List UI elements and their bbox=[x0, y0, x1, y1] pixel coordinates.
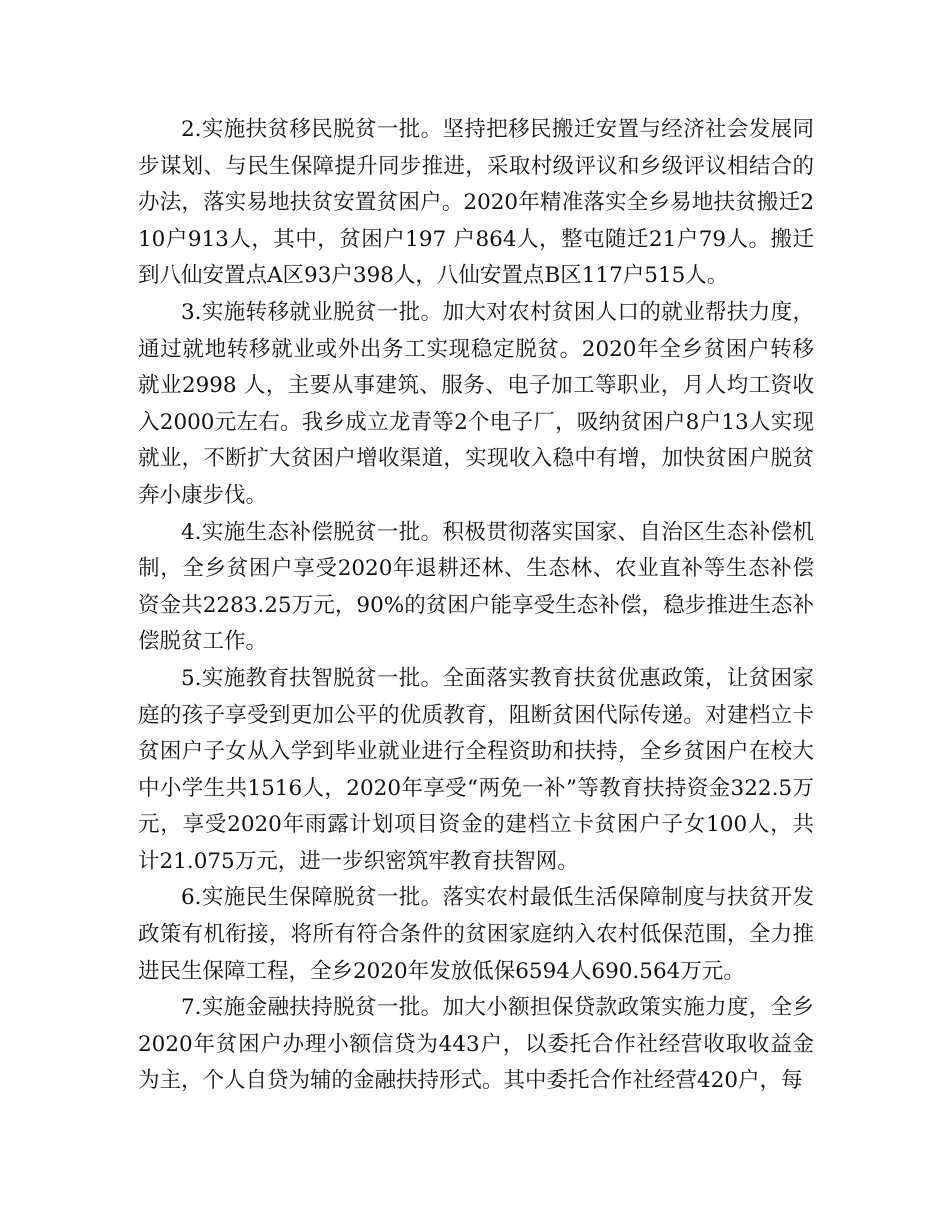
paragraph-financial-support: 7.实施金融扶持脱贫一批。加大小额担保贷款政策实施力度，全乡2020年贫困户办理小额信贷为443户，以委托合作社经营收取收益金为主，个人自贷为辅的金融扶持形式。其中委托合作社经营420户，每 bbox=[138, 995, 814, 1094]
paragraph-ecological-compensation: 4.实施生态补偿脱贫一批。积极贯彻落实国家、自治区生态补偿机制，全乡贫困户享受2020年退耕还林、生态林、农业直补等生态补偿资金共2283.25万元，90%的贫困户能享受生态补偿，稳步推进生态补偿脱贫工作。 bbox=[138, 519, 814, 655]
paragraph-resettlement: 2.实施扶贫移民脱贫一批。坚持把移民搬迁安置与经济社会发展同步谋划、与民生保障提升同步推进，采取村级评议和乡级评议相结合的办法，落实易地扶贫安置贫困户。2020年精准落实全乡易地扶贫搬迁210户913人，其中，贫困户197 户864人，整屯随迁21户79人。搬迁到八仙安置点A区93户398人，八仙安置点B区117户515人。 bbox=[138, 117, 814, 289]
paragraph-education: 5.实施教育扶智脱贫一批。全面落实教育扶贫优惠政策，让贫困家庭的孩子享受到更加公平的优质教育，阻断贫困代际传递。对建档立卡贫困户子女从入学到毕业就业进行全程资助和扶持，全乡贫困户在校大中小学生共1516人，2020年享受“两免一补”等教育扶持资金322.5万元，享受2020年雨露计划项目资金的建档立卡贫困户子女100人，共计21.075万元，进一步织密筑牢教育扶智网。 bbox=[138, 665, 814, 874]
paragraph-employment: 3.实施转移就业脱贫一批。加大对农村贫困人口的就业帮扶力度，通过就地转移就业或外出务工实现稳定脱贫。2020年全乡贫困户转移就业2998 人，主要从事建筑、服务、电子加工等职业，月人均工资收入2000元左右。我乡成立龙青等2个电子厂，吸纳贫困户8户13人实现就业，不断扩大贫困户增收渠道，实现收入稳中有增，加快贫困户脱贫奔小康步伐。 bbox=[138, 299, 814, 508]
document-body bbox=[138, 112, 814, 1100]
paragraph-livelihood-security: 6.实施民生保障脱贫一批。落实农村最低生活保障制度与扶贫开发政策有机衔接，将所有符合条件的贫困家庭纳入农村低保范围，全力推进民生保障工程，全乡2020年发放低保6594人690.564万元。 bbox=[138, 885, 814, 984]
